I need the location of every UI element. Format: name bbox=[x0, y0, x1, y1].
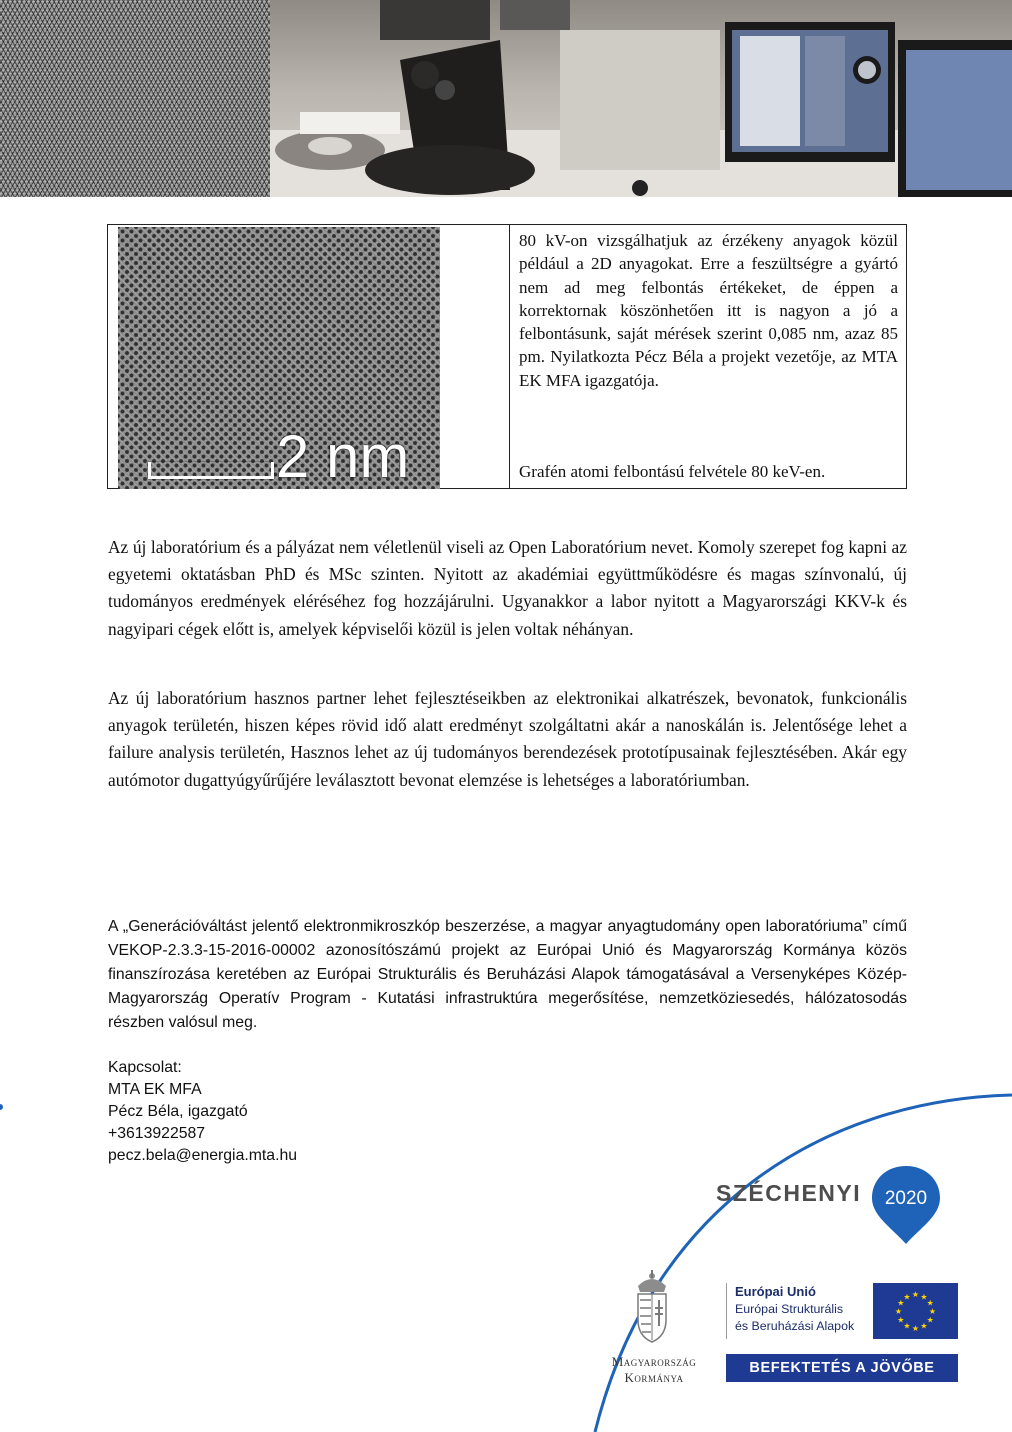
szechenyi-year: 2020 bbox=[884, 1188, 928, 1209]
scale-bar-label: 2 nm bbox=[276, 423, 410, 489]
eu-subtitle-line-1: Európai Strukturális bbox=[735, 1302, 844, 1316]
eu-star-icon: ★ bbox=[926, 1298, 934, 1308]
figure-table bbox=[107, 224, 907, 489]
government-line-1: Magyarország bbox=[611, 1354, 697, 1369]
graphene-micrograph bbox=[118, 227, 440, 489]
eu-star-icon: ★ bbox=[903, 1321, 911, 1331]
eu-funds-logo bbox=[726, 1283, 958, 1339]
eu-star-icon: ★ bbox=[897, 1298, 905, 1308]
contact-person: Pécz Béla, igazgató bbox=[108, 1103, 248, 1120]
project-statement: A „Generációváltást jelentő elektronmikroszkóp beszerzése, a magyar anyagtudomány open laboratóriuma” című VEKOP-2.3.3-15-2016-00002 azonosítószámú projekt az Európai Unió és Magyarország Kormánya közös finanszírozása keretében az Európai Strukturális és Beruházási Alapok támogatásával a Versenyképes Közép-Magyarország Operatív Program - Kutatási infrastruktúra megerősítése, nemzetköziesedés, hálózatosodás részben valósul meg. bbox=[108, 918, 907, 1031]
scale-bar bbox=[148, 462, 274, 479]
eu-star-icon: ★ bbox=[928, 1307, 937, 1316]
eu-star-icon: ★ bbox=[920, 1292, 928, 1302]
lab-photo bbox=[270, 0, 1012, 197]
contact-phone: +3613922587 bbox=[108, 1125, 206, 1142]
eu-star-icon: ★ bbox=[894, 1307, 903, 1316]
figure-caption: Grafén atomi felbontású felvétele 80 keV-en. bbox=[519, 462, 826, 481]
contact-heading: Kapcsolat: bbox=[108, 1059, 182, 1076]
eu-subtitle-line-2: és Beruházási Alapok bbox=[735, 1319, 855, 1333]
eu-star-icon: ★ bbox=[897, 1315, 905, 1325]
table-divider bbox=[509, 225, 510, 488]
government-logo-text bbox=[593, 1354, 715, 1386]
microscope-lab-illustration bbox=[270, 0, 1012, 197]
szechenyi-2020-pin-icon bbox=[868, 1164, 944, 1246]
hungarian-coat-of-arms-icon bbox=[630, 1268, 674, 1346]
eu-star-icon: ★ bbox=[911, 1290, 920, 1299]
tem-lattice-image bbox=[0, 0, 270, 197]
government-line-2: Kormánya bbox=[624, 1370, 684, 1385]
figure-description: 80 kV-on vizsgálhatjuk az érzékeny anyagok közül például a 2D anyagokat. Erre a feszültségre a gyártó nem ad meg felbontás értékeket, de éppen a korrektornak köszönhetően itt is nagyon a jó a felbontásunk, saját mérések szerint 0,085 nm, azaz 85 pm. Nyilatkozta Pécz Béla a projekt vezetője, az MTA EK MFA igazgatója. bbox=[519, 231, 898, 390]
contact-org: MTA EK MFA bbox=[108, 1081, 202, 1098]
invest-banner: BEFEKTETÉS A JÖVŐBE bbox=[726, 1354, 958, 1382]
eu-flag-icon bbox=[873, 1283, 958, 1339]
eu-star-icon: ★ bbox=[920, 1321, 928, 1331]
contact-email[interactable]: pecz.bela@energia.mta.hu bbox=[108, 1147, 298, 1164]
eu-title: Európai Unió bbox=[735, 1284, 816, 1299]
eu-star-icon: ★ bbox=[926, 1315, 934, 1325]
eu-subtitle bbox=[735, 1301, 854, 1335]
paragraph-open-lab: Az új laboratórium és a pályázat nem véletlenül viseli az Open Laboratórium nevet. Komoly szerepet fog kapni az egyetemi oktatásban PhD és MSc szinten. Nyitott az akadémiai együttműködésre és magas színvonalú, új tudományos eredmények eléréséhez fog hozzájárulni. Ugyanakkor a labor nyitott a Magyarországi KKV-k és nagyipari cégek előtt is, amelyek képviselői közül is jelen voltak néhányan. bbox=[108, 537, 907, 639]
eu-divider bbox=[726, 1283, 727, 1339]
paragraph-partner: Az új laboratórium hasznos partner lehet fejlesztéseikben az elektronikai alkatrészek, bevonatok, funkcionális anyagok területén, hiszen képes rövid idő alatt eredményt szolgáltatni akár a nanoskálán is. Jelentősége lehet a failure analysis területén, Hasznos lehet az új tudományos berendezések prototípusainak fejlesztésében. Akár egy autómotor dugattyúgyűrűjére leválasztott bevonat elemzése is lehetséges a laboratóriumban. bbox=[108, 688, 907, 790]
szechenyi-logo-text: SZÉCHENYI bbox=[716, 1180, 862, 1206]
eu-star-icon: ★ bbox=[911, 1324, 920, 1333]
header-banner bbox=[0, 0, 1012, 197]
eu-star-icon: ★ bbox=[903, 1292, 911, 1302]
